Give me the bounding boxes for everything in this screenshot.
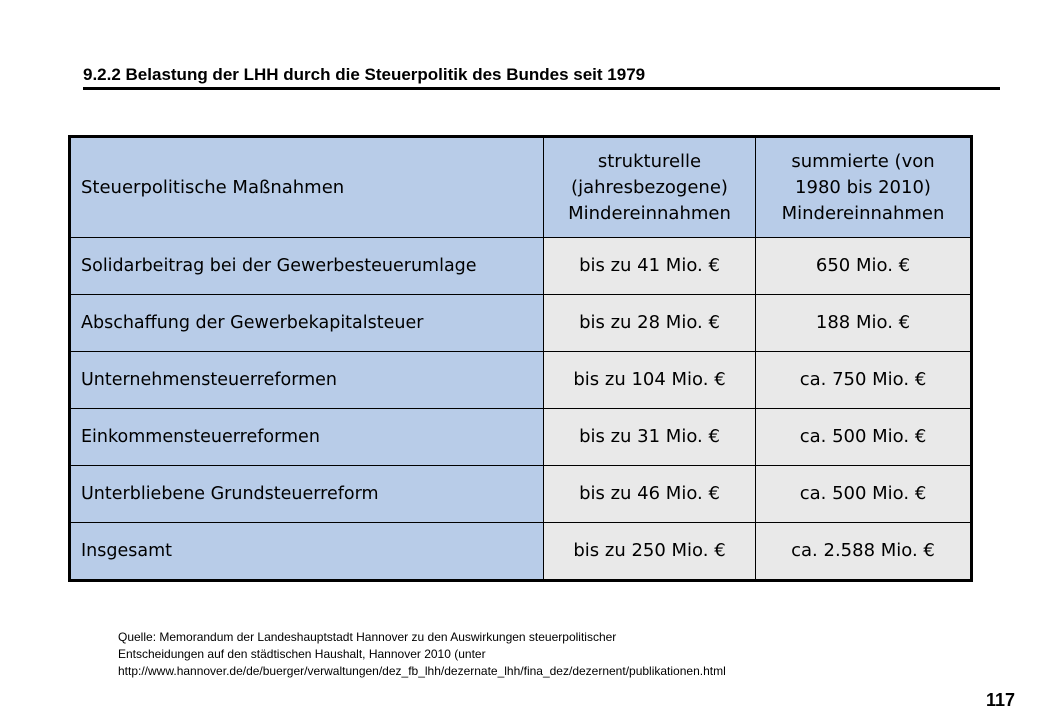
summed-value: ca. 500 Mio. € xyxy=(756,466,972,523)
header-summed-shortfall xyxy=(756,137,972,238)
table-row xyxy=(70,352,972,409)
table-row xyxy=(70,466,972,523)
total-structural-value: bis zu 250 Mio. € xyxy=(544,523,756,581)
header-structural-shortfall xyxy=(544,137,756,238)
row-label: Unternehmensteuerreformen xyxy=(70,352,544,409)
structural-value: bis zu 104 Mio. € xyxy=(544,352,756,409)
header-structural-line-1: strukturelle xyxy=(597,150,702,172)
table-row xyxy=(70,238,972,295)
header-structural-line-2: (jahresbezogene) xyxy=(571,176,728,198)
table-header-row xyxy=(70,137,972,238)
header-structural-line-3: Mindereinnahmen xyxy=(568,202,731,224)
summed-value: ca. 750 Mio. € xyxy=(756,352,972,409)
total-label: Insgesamt xyxy=(70,523,544,581)
tax-burden-table xyxy=(68,135,973,582)
source-line-2: Entscheidungen auf den städtischen Haushalt, Hannover 2010 (unter xyxy=(118,647,486,661)
page-title: 9.2.2 Belastung der LHH durch die Steuerpolitik des Bundes seit 1979 xyxy=(83,64,1000,90)
structural-value: bis zu 28 Mio. € xyxy=(544,295,756,352)
total-summed-value: ca. 2.588 Mio. € xyxy=(756,523,972,581)
source-note xyxy=(118,629,898,680)
structural-value: bis zu 41 Mio. € xyxy=(544,238,756,295)
page-number: 117 xyxy=(986,690,1016,710)
table-row xyxy=(70,295,972,352)
header-summed-line-3: Mindereinnahmen xyxy=(781,202,945,224)
structural-value: bis zu 31 Mio. € xyxy=(544,409,756,466)
row-label: Solidarbeitrag bei der Gewerbesteuerumlage xyxy=(70,238,544,295)
summed-value: 650 Mio. € xyxy=(756,238,972,295)
row-label: Abschaffung der Gewerbekapitalsteuer xyxy=(70,295,544,352)
row-label: Unterbliebene Grundsteuerreform xyxy=(70,466,544,523)
table-total-row xyxy=(70,523,972,581)
row-label: Einkommensteuerreformen xyxy=(70,409,544,466)
structural-value: bis zu 46 Mio. € xyxy=(544,466,756,523)
source-line-1: Quelle: Memorandum der Landeshauptstadt Hannover zu den Auswirkungen steuerpolitischer xyxy=(118,630,617,644)
summed-value: 188 Mio. € xyxy=(756,295,972,352)
header-summed-line-2: 1980 bis 2010) xyxy=(795,176,931,198)
summed-value: ca. 500 Mio. € xyxy=(756,409,972,466)
header-summed-line-1: summierte (von xyxy=(791,150,935,172)
table-row xyxy=(70,409,972,466)
header-measures: Steuerpolitische Maßnahmen xyxy=(70,137,544,238)
source-url: http://www.hannover.de/de/buerger/verwaltungen/dez_fb_lhh/dezernate_lhh/fina_dez/dezernent/publikationen.html xyxy=(118,664,726,678)
